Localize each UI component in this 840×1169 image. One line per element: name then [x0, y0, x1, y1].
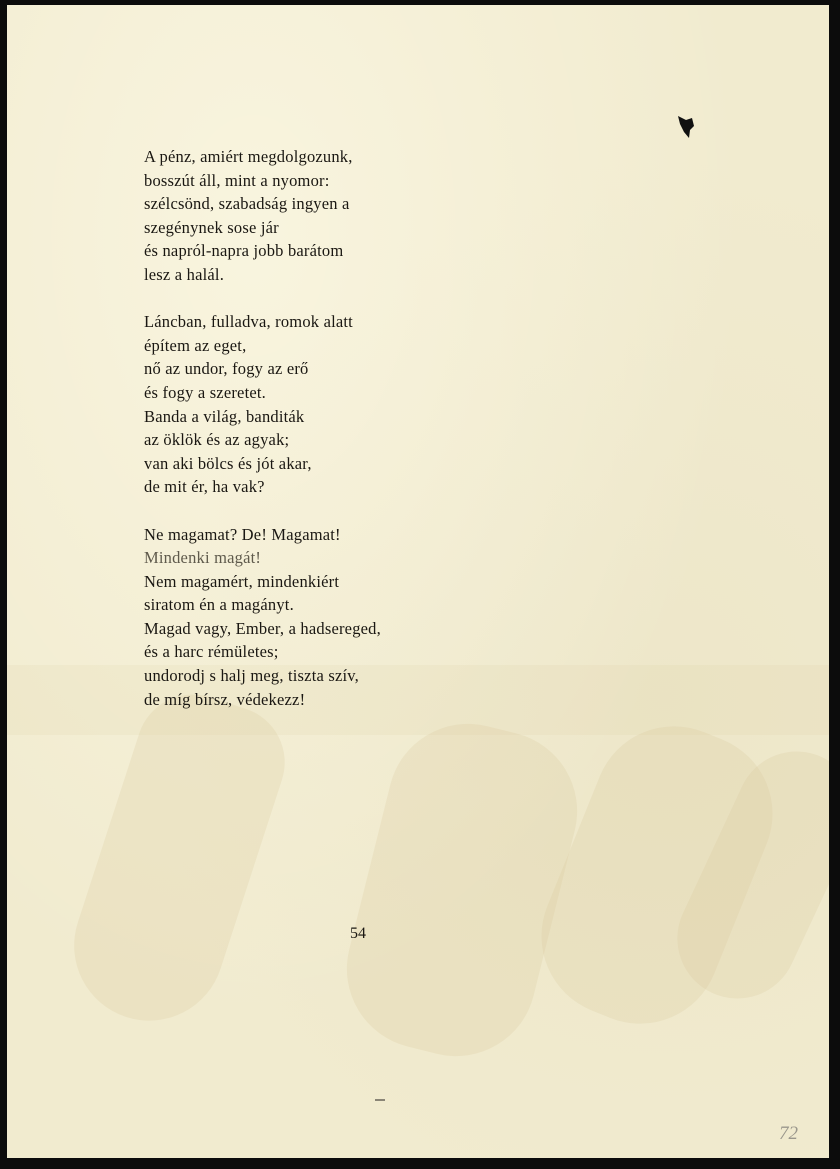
poem-stanza-1	[144, 145, 564, 287]
archive-pencil-number: 72	[779, 1123, 798, 1144]
poem-line: szegénynek sose jár	[144, 217, 279, 237]
poem-line: undorodj s halj meg, tiszta szív,	[144, 666, 359, 686]
poem-line: nő az undor, fogy az erő	[144, 359, 309, 379]
poem-line: és napról-napra jobb barátom	[144, 241, 344, 261]
poem-line: Banda a világ, banditák	[144, 406, 305, 426]
poem-line: van aki bölcs és jót akar,	[144, 453, 312, 473]
torn-paper-mark	[677, 114, 695, 140]
page-number: 54	[350, 925, 366, 942]
poem-line: és a harc rémületes;	[144, 642, 279, 662]
poem-line: építem az eget,	[144, 335, 247, 355]
poem-line: Ne magamat? De! Magamat!	[144, 524, 341, 544]
poem-line: A pénz, amiért megdolgozunk,	[144, 147, 353, 166]
poem-line: de mit ér, ha vak?	[144, 477, 265, 497]
poem-line: siratom én a magányt.	[144, 595, 294, 615]
poem-line: Magad vagy, Ember, a hadsereged,	[144, 618, 381, 638]
poem-line: Nem magamért, mindenkiért	[144, 571, 340, 591]
poem-line: bosszút áll, mint a nyomor:	[144, 170, 330, 190]
pencil-mark	[375, 1099, 385, 1101]
poem-line: szélcsönd, szabadság ingyen a	[144, 194, 350, 214]
document-page	[7, 5, 829, 1158]
poem-line: Mindenki magát!	[144, 548, 262, 568]
poem-stanza-2	[144, 310, 564, 499]
poem-line: lesz a halál.	[144, 264, 225, 284]
poem-line: de míg bírsz, védekezz!	[144, 689, 306, 709]
poem-stanza-3	[144, 523, 564, 712]
poem-line: az öklök és az agyak;	[144, 430, 290, 450]
poem-body	[144, 145, 564, 735]
poem-line: és fogy a szeretet.	[144, 382, 266, 402]
poem-line: Láncban, fulladva, romok alatt	[144, 312, 353, 332]
